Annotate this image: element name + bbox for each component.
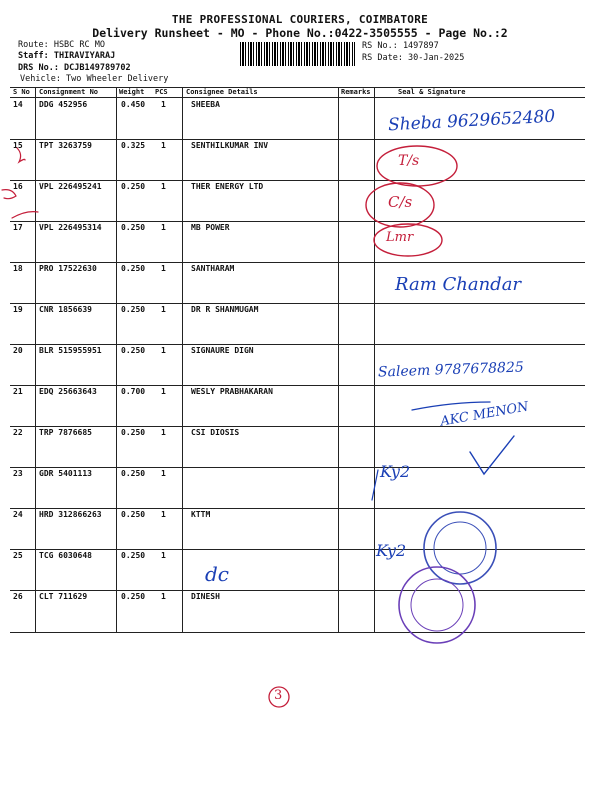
row-pcs: 1 xyxy=(161,592,166,601)
row-pcs: 1 xyxy=(161,264,166,273)
col-header-sno: S No xyxy=(13,88,30,96)
row-consignment: PRO 17522630 xyxy=(39,264,97,273)
col-header-weight: Weight xyxy=(119,88,145,96)
handwritten-signature: Sheba 9629652480 xyxy=(387,106,556,136)
row-weight: 0.325 xyxy=(121,141,146,150)
handwritten-remark: T/s xyxy=(398,153,420,169)
row-weight: 0.450 xyxy=(121,100,146,109)
row-consignment: BLR 515955951 xyxy=(39,346,102,355)
row-pcs: 1 xyxy=(161,551,166,560)
row-sno: 18 xyxy=(13,264,23,273)
handwritten-signature: AKC MENON xyxy=(439,399,530,430)
row-pcs: 1 xyxy=(161,510,166,519)
page-number-mark: 3 xyxy=(274,688,283,703)
row-consignee: WESLY PRABHAKARAN xyxy=(191,387,273,396)
row-pcs: 1 xyxy=(161,305,166,314)
row-consignment: VPL 226495314 xyxy=(39,223,102,232)
handwritten-signature: Ram Chandar xyxy=(395,274,522,295)
row-consignee: SHEEBA xyxy=(191,100,220,109)
handwritten-remark: Lmr xyxy=(386,230,414,245)
row-sno: 19 xyxy=(13,305,23,314)
runsheet-subtitle: Delivery Runsheet - MO - Phone No.:0422-3505555 - Page No.:2 xyxy=(92,26,508,40)
row-weight: 0.700 xyxy=(121,387,146,396)
col-header-seal-signature: Seal & Signature xyxy=(398,88,466,96)
vehicle-field: Vehicle: Two Wheeler Delivery xyxy=(20,74,169,84)
row-pcs: 1 xyxy=(161,223,166,232)
col-header-remarks: Remarks xyxy=(341,88,371,96)
row-consignee: DR R SHANMUGAM xyxy=(191,305,259,314)
row-pcs: 1 xyxy=(161,387,166,396)
row-consignee: MB POWER xyxy=(191,223,230,232)
row-consignee: CSI DIOSIS xyxy=(191,428,240,437)
row-consignment: TCG 6030648 xyxy=(39,551,92,560)
row-sno: 25 xyxy=(13,551,23,560)
row-sno: 24 xyxy=(13,510,23,519)
row-sno: 20 xyxy=(13,346,23,355)
row-consignee: SIGNAURE DIGN xyxy=(191,346,254,355)
company-seal-inner-icon xyxy=(434,522,486,574)
row-consignee: THER ENERGY LTD xyxy=(191,182,264,191)
row-sno: 15 xyxy=(13,141,23,150)
row-weight: 0.250 xyxy=(121,510,146,519)
handwritten-signature: Ky2 xyxy=(380,462,411,481)
rs-number: RS No.: 1497897 xyxy=(362,41,439,51)
staff-field: Staff: THIRAVIYARAJ xyxy=(18,51,116,61)
blue-check-mark xyxy=(470,436,514,474)
company-title: THE PROFESSIONAL COURIERS, COIMBATORE xyxy=(171,13,429,26)
drs-field: DRS No.: DCJB149789702 xyxy=(18,63,131,73)
row-weight: 0.250 xyxy=(121,428,146,437)
red-tick-mark xyxy=(2,190,16,199)
row-consignment: GDR 5401113 xyxy=(39,469,92,478)
row-consignment: TPT 3263759 xyxy=(39,141,92,150)
blue-line-mark xyxy=(372,470,378,500)
row-sno: 17 xyxy=(13,223,23,232)
india-seal-inner-icon xyxy=(411,579,463,631)
row-sno: 23 xyxy=(13,469,23,478)
red-tick-mark xyxy=(17,148,25,162)
row-weight: 0.250 xyxy=(121,346,146,355)
row-consignment: CLT 711629 xyxy=(39,592,88,601)
row-consignee: SENTHILKUMAR INV xyxy=(191,141,269,150)
row-sno: 16 xyxy=(13,182,23,191)
row-weight: 0.250 xyxy=(121,264,146,273)
col-header-consignee: Consignee Details xyxy=(186,88,258,96)
row-consignment: HRD 312866263 xyxy=(39,510,102,519)
row-sno: 14 xyxy=(13,100,23,109)
row-sno: 26 xyxy=(13,592,23,601)
handwritten-initial: dc xyxy=(205,562,230,586)
row-weight: 0.250 xyxy=(121,469,146,478)
row-consignment: DDG 452956 xyxy=(39,100,88,109)
row-weight: 0.250 xyxy=(121,305,146,314)
row-consignment: EDQ 25663643 xyxy=(39,387,97,396)
red-tick-mark xyxy=(12,212,38,218)
row-consignment: TRP 7876685 xyxy=(39,428,92,437)
handwritten-signature: Ky2 xyxy=(376,541,407,560)
row-pcs: 1 xyxy=(161,346,166,355)
row-consignment: VPL 226495241 xyxy=(39,182,102,191)
row-sno: 22 xyxy=(13,428,23,437)
rs-date: RS Date: 30-Jan-2025 xyxy=(362,53,465,63)
row-pcs: 1 xyxy=(161,469,166,478)
row-pcs: 1 xyxy=(161,428,166,437)
route-field: Route: HSBC RC MO xyxy=(18,40,105,50)
handwritten-signature: Saleem 9787678825 xyxy=(377,359,525,381)
row-consignment: CNR 1856639 xyxy=(39,305,92,314)
row-pcs: 1 xyxy=(161,100,166,109)
col-header-pcs: PCS xyxy=(155,88,168,96)
row-weight: 0.250 xyxy=(121,551,146,560)
row-sno: 21 xyxy=(13,387,23,396)
row-weight: 0.250 xyxy=(121,182,146,191)
col-header-consignment: Consignment No xyxy=(39,88,99,96)
company-seal-icon xyxy=(424,512,496,584)
handwritten-remark: C/s xyxy=(388,193,413,211)
row-consignee: DINESH xyxy=(191,592,220,601)
row-weight: 0.250 xyxy=(121,592,146,601)
row-pcs: 1 xyxy=(161,182,166,191)
row-weight: 0.250 xyxy=(121,223,146,232)
india-seal-icon xyxy=(399,567,475,643)
row-pcs: 1 xyxy=(161,141,166,150)
row-consignee: SANTHARAM xyxy=(191,264,235,273)
row-consignee: KTTM xyxy=(191,510,211,519)
